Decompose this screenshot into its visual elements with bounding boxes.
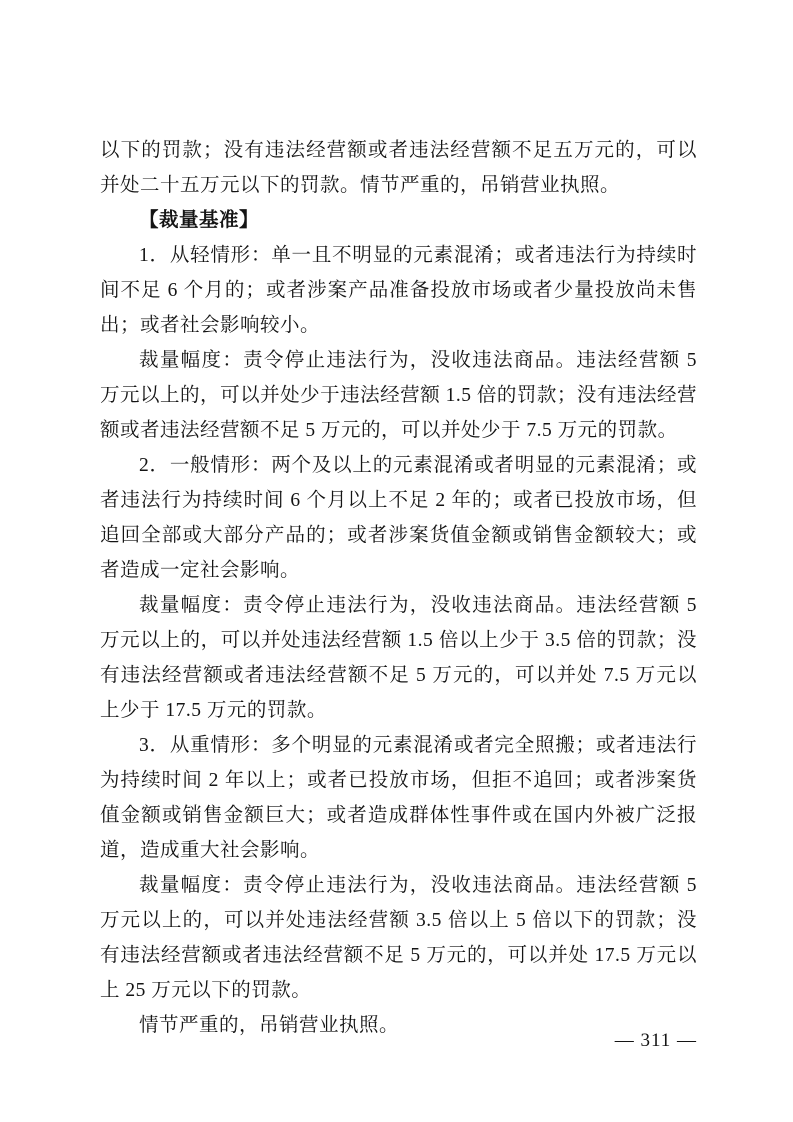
paragraph-severe-range: 裁量幅度：责令停止违法行为，没收违法商品。违法经营额 5 万元以上的，可以并处违法经营额 3.5 倍以上 5 倍以下的罚款；没有违法经营额或者违法经营额不足 5 万元的，可以并处 17.5 万元以上 25 万元以下的罚款。 <box>100 875 697 1001</box>
paragraph-lenient-circumstances: 1．从轻情形：单一且不明显的元素混淆；或者违法行为持续时间不足 6 个月的；或者涉案产品准备投放市场或者少量投放尚未售出；或者社会影响较小。 <box>100 245 697 336</box>
paragraph-general-range: 裁量幅度：责令停止违法行为，没收违法商品。违法经营额 5 万元以上的，可以并处违法经营额 1.5 倍以上少于 3.5 倍的罚款；没有违法经营额或者违法经营额不足 5 万元的，可以并处 7.5 万元以上少于 17.5 万元的罚款。 <box>100 595 697 721</box>
paragraph-closing: 情节严重的，吊销营业执照。 <box>139 1015 400 1036</box>
body-text <box>100 133 697 1043</box>
paragraph-severe-circumstances: 3．从重情形：多个明显的元素混淆或者完全照搬；或者违法行为持续时间 2 年以上；或者已投放市场，但拒不追回；或者涉案货值金额或销售金额巨大；或者造成群体性事件或在国内外被广泛报道，造成重大社会影响。 <box>100 735 697 861</box>
page-number: — 311 — <box>614 1030 697 1051</box>
paragraph-lenient-range: 裁量幅度：责令停止违法行为，没收违法商品。违法经营额 5 万元以上的，可以并处少于违法经营额 1.5 倍的罚款；没有违法经营额或者违法经营额不足 5 万元的，可以并处少于 7.5 万元的罚款。 <box>100 350 697 441</box>
paragraph-general-circumstances: 2．一般情形：两个及以上的元素混淆或者明显的元素混淆；或者违法行为持续时间 6 个月以上不足 2 年的；或者已投放市场，但追回全部或大部分产品的；或者涉案货值金额或销售金额较大；或者造成一定社会影响。 <box>100 455 697 581</box>
paragraph-continuation: 以下的罚款；没有违法经营额或者违法经营额不足五万元的，可以并处二十五万元以下的罚款。情节严重的，吊销营业执照。 <box>100 140 697 196</box>
section-heading: 【裁量基准】 <box>139 210 260 231</box>
